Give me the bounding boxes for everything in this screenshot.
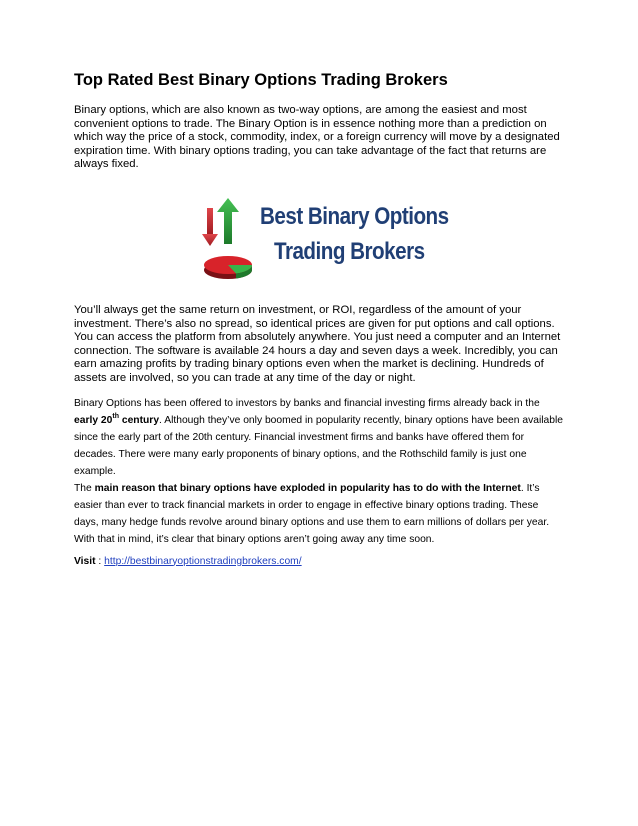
brand-logo (201, 192, 449, 292)
chart-arrows-icon (201, 198, 261, 290)
logo-container (74, 192, 564, 304)
logo-text-line2: Trading Brokers (274, 237, 425, 265)
history-text-end: . Although they’ve only boomed in popularity recently, binary options have been available since the early part of the 20th century. Financial investment firms and banks have offered them for decades. There were many early proponents of binary options, and the Rothschild family is just one example. (74, 414, 563, 477)
visit-line (74, 554, 564, 569)
visit-label: Visit (74, 555, 96, 567)
history-text-start: Binary Options has been offered to investors by banks and financial investing firms already back in the (74, 397, 540, 409)
visit-separator: : (95, 555, 105, 567)
internet-text-start: The (74, 482, 95, 494)
internet-paragraph (74, 480, 564, 548)
roi-paragraph: You’ll always get the same return on investment, or ROI, regardless of the amount of your investment. There’s also no spread, so identical prices are given for put options and call options. You can access the platform from absolutely anywhere. You just need a computer and an Internet connection. The software is available 24 hours a day and seven days a week. Incredibly, you can earn amazing profits by trading binary options even when the market is declining. Hundreds of assets are involved, so you can trade at any time of the day or night. (74, 303, 561, 384)
history-paragraph (74, 395, 564, 480)
history-bold-sup: th (112, 412, 119, 420)
website-link[interactable]: http://bestbinaryoptionstradingbrokers.com/ (104, 555, 302, 567)
history-section (74, 395, 564, 548)
logo-text-line1: Best Binary Options (260, 202, 449, 230)
history-bold-a: early 20 (74, 414, 113, 426)
document-page (74, 70, 564, 569)
intro-paragraph: Binary options, which are also known as two-way options, are among the easiest and most convenient options to trade. The Binary Option is in essence nothing more than a prediction on which way the price of a stock, commodity, index, or a foreign currency will move by a designated expiration time. With binary options trading, you can take advantage of the fact that returns are always fixed. (74, 104, 560, 171)
internet-text-end: . It’s easier than ever to track financial markets in order to engage in effective binary options trading. These days, many hedge funds revolve around binary options and use them to earn millions of dollars per year. With that in mind, it’s clear that binary options aren’t going away any time soon. (74, 482, 550, 545)
internet-bold: main reason that binary options have exploded in popularity has to do with the Internet (94, 482, 521, 494)
page-title: Top Rated Best Binary Options Trading Brokers (74, 71, 448, 89)
history-bold (74, 412, 160, 426)
history-bold-b: century (118, 414, 160, 426)
